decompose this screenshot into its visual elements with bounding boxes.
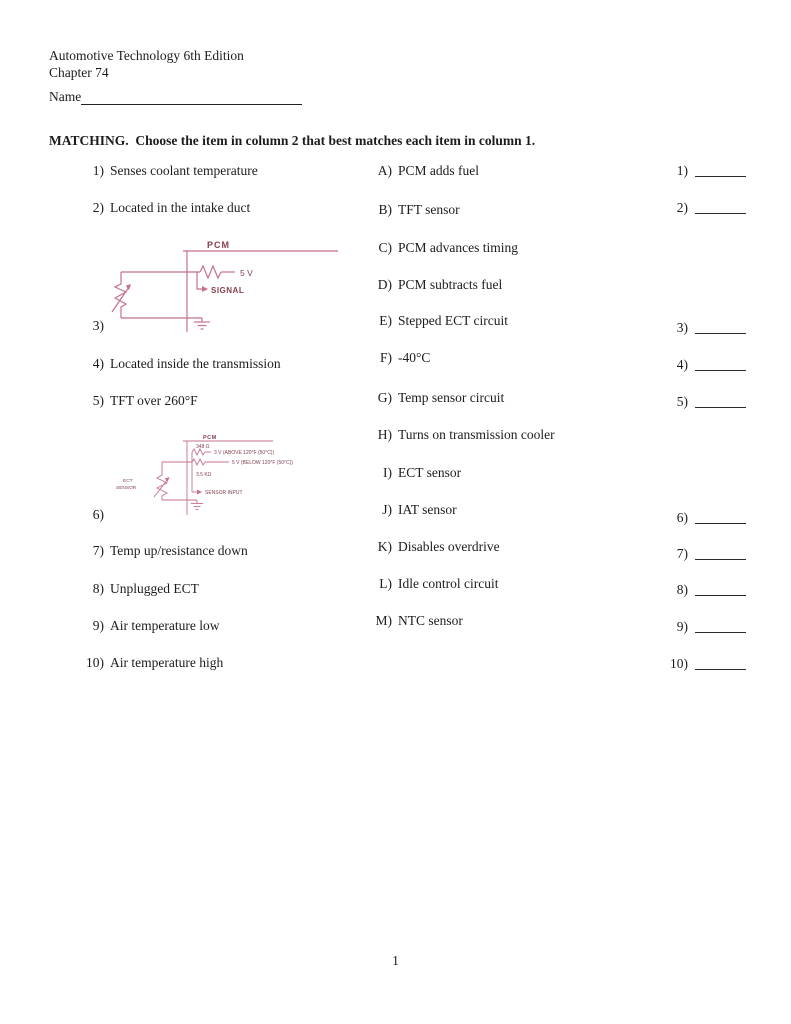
resistor1-value-label: 348 Ω [196,444,210,450]
answer-number: 6) [676,510,688,525]
item-label: Unplugged ECT [110,581,199,596]
pcm-label: PCM [203,435,217,441]
answer-blank-5 [648,394,746,409]
answer-number: 9) [676,619,688,634]
column2-item-E [340,313,508,328]
item-label: Air temperature high [110,655,224,670]
item-number: 1) [92,163,104,178]
item-number: 2) [92,200,104,215]
answer-blank-line [695,394,746,408]
answer-number: 10) [670,656,688,671]
answer-blank-line [695,619,746,633]
choice-label: Stepped ECT circuit [398,313,508,328]
column2-item-I [340,465,461,480]
pcm-label: PCM [207,240,230,250]
choice-label: NTC sensor [398,613,463,628]
answer-blank-line [695,582,746,596]
choice-label: Turns on transmission cooler [398,427,555,442]
ect-sensor-label-line1: ECT [123,479,133,484]
choice-letter: F) [379,350,392,365]
voltage-below-label: 5 V (BELOW 120°F (50°C)) [232,460,293,466]
item-number: 4) [92,356,104,371]
choice-letter: B) [378,202,392,217]
item-number: 8) [92,581,104,596]
column1-item-8 [66,581,199,596]
item-number: 5) [92,393,104,408]
column1-item-10 [66,655,223,670]
choice-letter: L) [379,576,392,591]
answer-number: 8) [676,582,688,597]
choice-label: -40°C [398,350,431,365]
answer-number: 1) [676,163,688,178]
name-label: Name [49,89,82,104]
choice-label: PCM adds fuel [398,163,479,178]
answer-number: 2) [676,200,688,215]
item-label: Air temperature low [110,618,220,633]
answer-number: 3) [676,320,688,335]
answer-blank-line [695,510,746,524]
choice-label: ECT sensor [398,465,462,480]
choice-label: TFT sensor [398,202,460,217]
choice-letter: H) [377,427,392,442]
column1-item-7 [66,543,248,558]
name-row [49,89,302,105]
sensor-input-label: SENSOR INPUT [205,490,243,496]
item-number: 7) [92,543,104,558]
thermistor-arrowhead-icon [126,284,131,290]
signal-tap-wire [197,272,202,289]
answer-blank-line [695,163,746,177]
item-label: TFT over 260°F [110,393,198,408]
choice-label: PCM advances timing [398,240,518,255]
answer-blank-line [695,320,746,334]
item-number: 3) [92,318,104,333]
answer-blank-line [695,656,746,670]
column1-item-4 [66,356,281,371]
column2-item-D [340,277,502,292]
signal-label: SIGNAL [211,286,245,295]
choice-letter: I) [383,465,392,480]
answer-blank-10 [648,656,746,671]
item-number: 9) [92,618,104,633]
chapter-title: Chapter 74 [49,65,109,80]
answer-number: 4) [676,357,688,372]
item-label: Temp up/resistance down [110,543,248,558]
sensor-input-arrowhead-icon [197,490,202,495]
choice-label: Temp sensor circuit [398,390,505,405]
choice-letter: K) [377,539,392,554]
item-label: Located in the intake duct [110,200,251,215]
column1-item-1 [66,163,258,178]
matching-instructions: MATCHING. Choose the item in column 2 that best matches each item in column 1. [49,133,536,148]
choice-label: PCM subtracts fuel [398,277,503,292]
item-label: Senses coolant temperature [110,163,258,178]
choice-letter: A) [377,163,392,178]
thermistor-symbol [157,462,167,500]
choice-letter: E) [379,313,392,328]
item-number: 6) [92,507,104,522]
voltage-above-label: 3 V (ABOVE 120°F (50°C)) [214,450,275,456]
five-volt-label: 5 V [240,268,253,278]
choice-letter: C) [378,240,392,255]
choice-letter: M) [375,613,392,628]
column2-item-H [340,427,555,442]
answer-blank-6 [648,510,746,525]
document-header [49,47,244,81]
thermistor-arrowhead-icon [165,477,170,482]
thermistor-symbol [115,272,126,318]
answer-number: 7) [676,546,688,561]
ect-circuit-diagram-item3 [90,236,345,338]
answer-blank-line [695,546,746,560]
answer-blank-line [695,357,746,371]
answer-blank-line [695,200,746,214]
column2-item-C [340,240,518,255]
page-number: 1 [392,953,399,968]
column2-item-F [340,350,430,365]
answer-blank-7 [648,546,746,561]
column2-item-B [340,202,460,217]
answer-blank-8 [648,582,746,597]
column1-item-9 [66,618,219,633]
choice-label: Disables overdrive [398,539,500,554]
column1-item-2 [66,200,250,215]
answer-blank-4 [648,357,746,372]
item-number: 10) [86,655,104,670]
answer-blank-2 [648,200,746,215]
resistor-symbol [200,266,221,278]
choice-letter: J) [382,502,392,517]
name-blank-line [81,91,302,105]
column2-item-J [340,502,457,517]
book-title: Automotive Technology 6th Edition [49,48,244,63]
answer-blank-1 [648,163,746,178]
choice-label: IAT sensor [398,502,457,517]
answer-blank-3 [648,320,746,335]
ect-sensor-label-line2: SENSOR [116,486,137,491]
column2-item-L [340,576,498,591]
column2-item-K [340,539,500,554]
signal-arrowhead-icon [202,286,208,292]
column2-item-M [340,613,463,628]
column2-item-G [340,390,504,405]
choice-letter: G) [377,390,392,405]
answer-number: 5) [676,394,688,409]
column1-item-5 [66,393,198,408]
item-label: Located inside the transmission [110,356,281,371]
resistor2-value-label: 3.5 KΩ [196,472,212,478]
stepped-ect-circuit-diagram-item6 [95,428,330,523]
resistor-symbol [192,459,205,465]
answer-blank-9 [648,619,746,634]
column2-item-A [340,163,479,178]
choice-letter: D) [377,277,392,292]
choice-label: Idle control circuit [398,576,499,591]
